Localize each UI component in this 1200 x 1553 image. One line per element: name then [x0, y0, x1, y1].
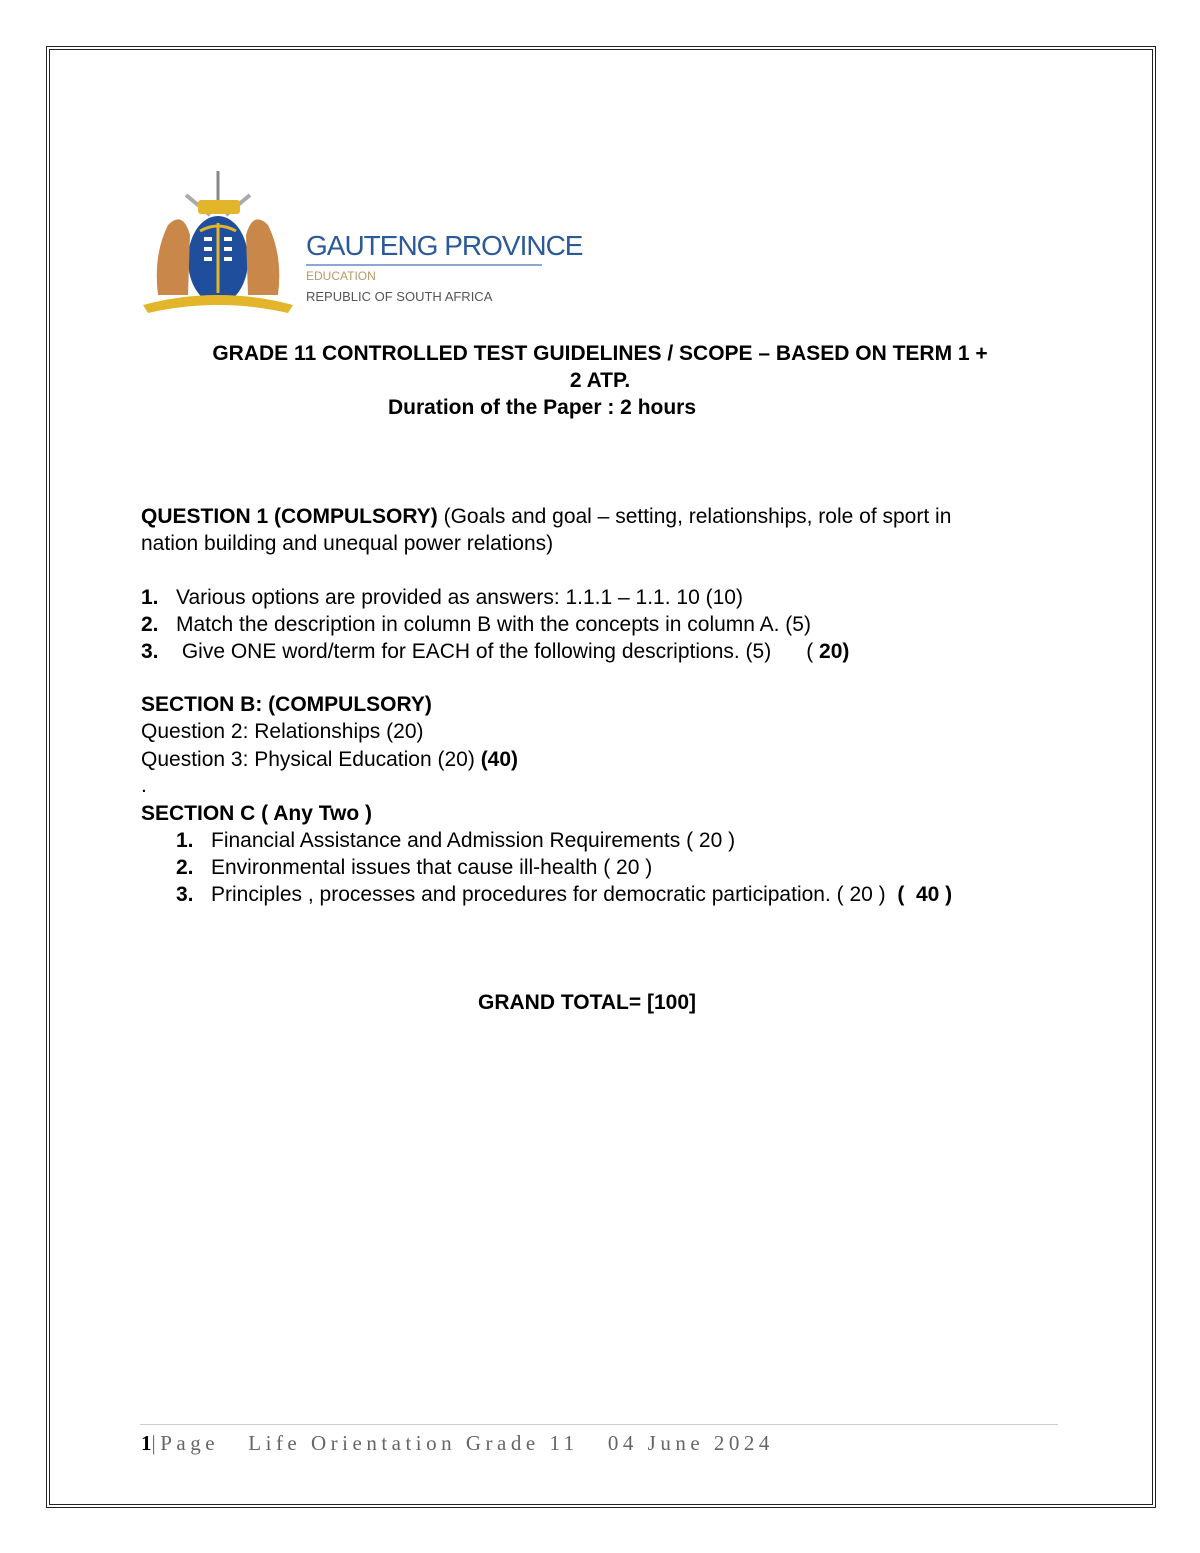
footer-subject: Life Orientation Grade 11 [248, 1431, 579, 1455]
section-c-heading: SECTION C ( Any Two ) [141, 802, 372, 825]
grand-total: GRAND TOTAL= [100] [478, 991, 696, 1014]
gauteng-education-logo [138, 165, 583, 315]
page-number: 1 [141, 1431, 152, 1455]
page-footer [141, 1431, 774, 1455]
document-title-line2: 2 ATP. [569, 369, 631, 392]
question1-heading-line [141, 506, 951, 528]
section-c-item: 3. Principles , processes and procedures for democratic participation. ( 20 ) ( 40 ) [176, 883, 953, 906]
section-c-item: 2. Environmental issues that cause ill-health ( 20 ) [176, 856, 653, 879]
question1-topics-cont: nation building and unequal power relations) [141, 532, 554, 555]
question1-item: 3. Give ONE word/term for EACH of the following descriptions. (5) ( 20) [141, 640, 850, 663]
logo-title: GAUTENG PROVINCE [306, 230, 583, 261]
section-c-item: 1. Financial Assistance and Admission Requirements ( 20 ) [176, 829, 736, 852]
page-label: |Page [151, 1431, 220, 1455]
document-title-line1: GRADE 11 CONTROLLED TEST GUIDELINES / SCOPE – BASED ON TERM 1 + [212, 342, 988, 365]
logo-subtitle: EDUCATION [306, 269, 376, 283]
logo-country: REPUBLIC OF SOUTH AFRICA [306, 289, 493, 304]
logo-rule [306, 264, 542, 266]
section-b-heading: SECTION B: (COMPULSORY) [141, 693, 432, 716]
footer-divider [140, 1424, 1058, 1425]
question1-heading: QUESTION 1 (COMPULSORY) [141, 505, 438, 528]
footer-date: 04 June 2024 [607, 1431, 774, 1455]
paper-duration: Duration of the Paper : 2 hours [388, 396, 697, 419]
section-c-total: ( 40 ) [897, 883, 953, 906]
coat-of-arms-icon [138, 165, 298, 315]
stray-dot: . [141, 774, 147, 797]
question1-topics: (Goals and goal – setting, relationships, role of sport in [437, 505, 952, 528]
question1-item: 1. Various options are provided as answers: 1.1.1 – 1.1. 10 (10) [141, 586, 743, 609]
section-b-item: Question 2: Relationships (20) [141, 720, 424, 743]
question1-item: 2. Match the description in column B with the concepts in column A. (5) [141, 613, 811, 636]
section-b-item: Question 3: Physical Education (20) (40) [141, 748, 519, 771]
question1-total: 20) [819, 640, 850, 663]
section-b-total: (40) [480, 748, 519, 771]
